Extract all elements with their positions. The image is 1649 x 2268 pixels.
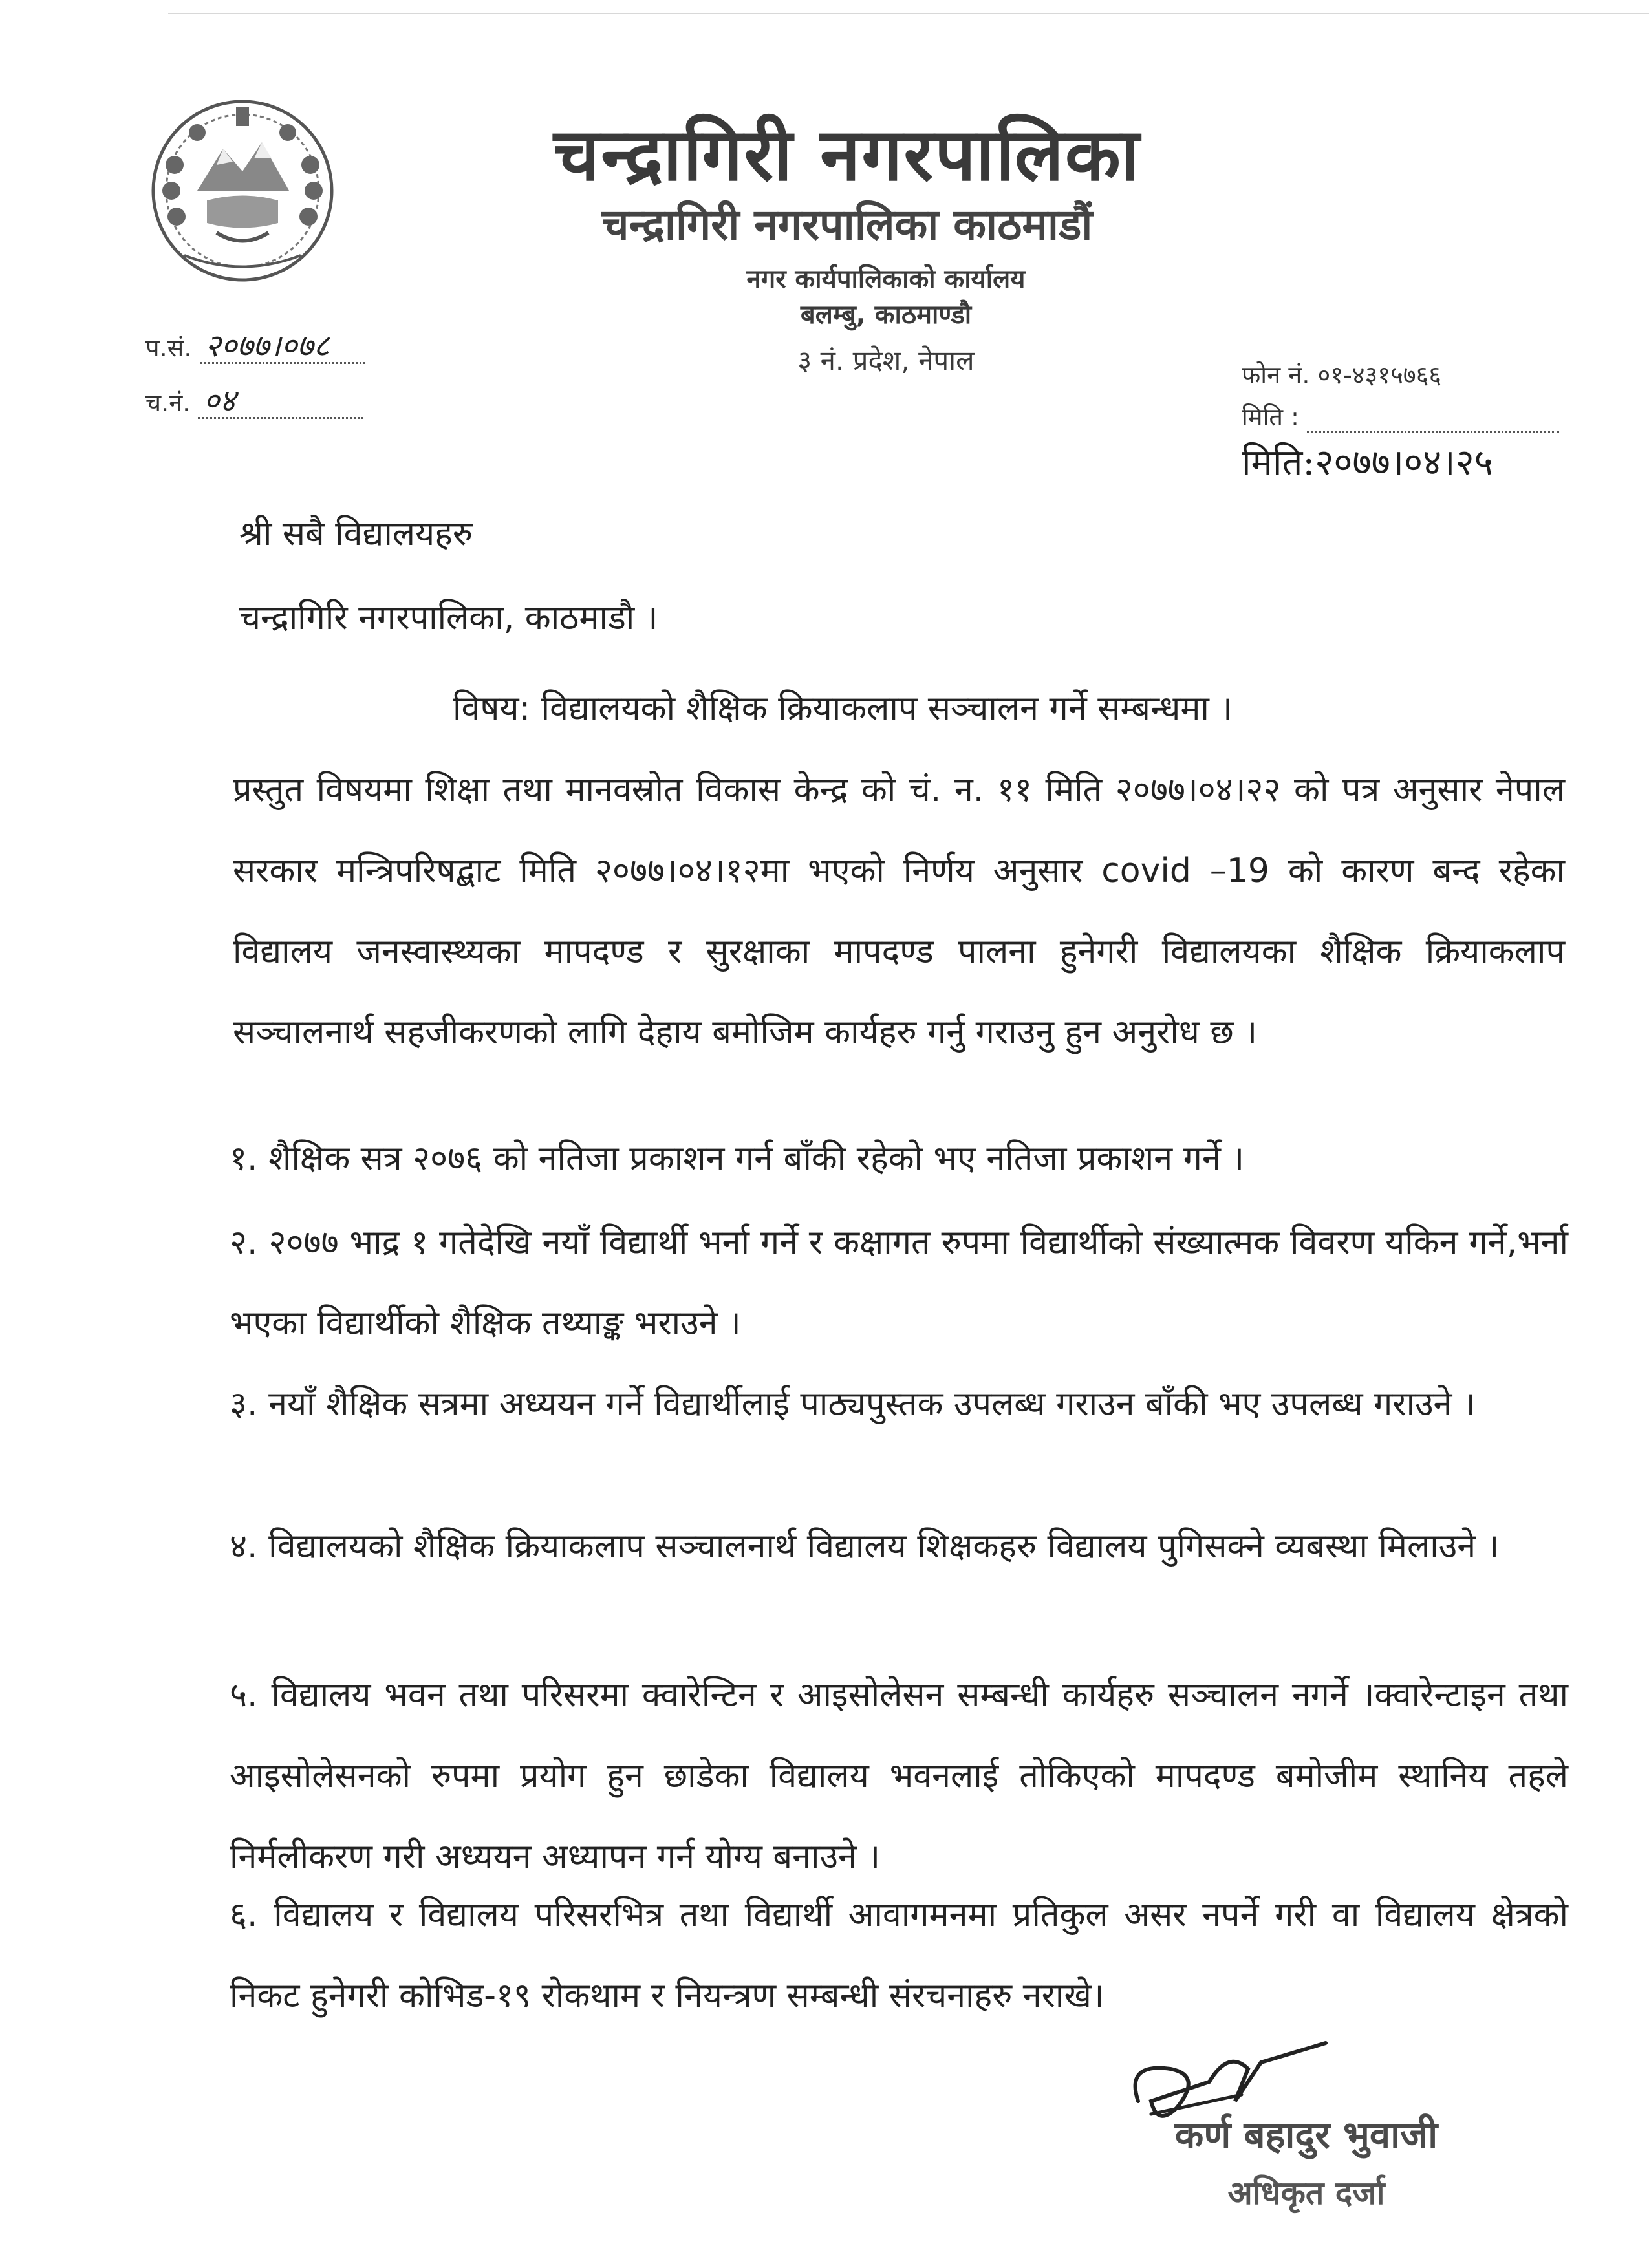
date-blank-line — [1307, 431, 1559, 433]
list-item: ६. विद्यालय र विद्यालय परिसरभित्र तथा विद्यार्थी आवागमनमा प्रतिकुल असर नपर्ने गरी वा विद्यालय क्षेत्रको निकट हुनेगरी कोभिड-१९ रोकथाम र नियन्त्रण सम्बन्धी संरचनाहरु नराखे। — [230, 1896, 1568, 2015]
municipality-emblem — [146, 94, 339, 288]
reference-value: २०७७।०७८ — [200, 330, 365, 364]
signatory-name: कर्ण बहादुर भुवाजी — [1174, 2113, 1438, 2157]
signatory-title: अधिकृत दर्जा — [1227, 2174, 1385, 2212]
list-item: ४. विद्यालयको शैक्षिक क्रियाकलाप सञ्चालनार्थ विद्यालय शिक्षकहरु विद्यालय पुगिसक्ने व्यबस्था मिलाउने । — [230, 1527, 1500, 1566]
list-item: ३. नयाँ शैक्षिक सत्रमा अध्ययन गर्ने विद्यार्थीलाई पाठ्यपुस्तक उपलब्ध गराउन बाँकी भए उपलब्ध गराउने । — [230, 1385, 1476, 1424]
handwritten-date: मिति:२०७७।०४।२५ — [1242, 442, 1493, 484]
phone-number: फोन नं. ०१-४३१५७६६ — [1242, 361, 1442, 389]
province-line: ३ नं. प्रदेश, नेपाल — [797, 345, 975, 376]
dispatch-value: ०४ — [198, 385, 363, 419]
reference-label: प.सं. — [146, 334, 192, 362]
office-name: नगर कार्यपालिकाको कार्यालय — [746, 264, 1026, 294]
date-label: मिति : — [1242, 403, 1299, 431]
recipient-line-1: श्री सबै विद्यालयहरु — [239, 515, 473, 553]
list-item: २. २०७७ भाद्र १ गतेदेखि नयाँ विद्यार्थी भर्ना गर्ने र कक्षागत रुपमा विद्यार्थीको संख्यात्मक विवरण यकिन गर्ने,भर्ना भएका विद्यार्थीको शैक्षिक तथ्याङ्क भराउने । — [230, 1223, 1568, 1343]
dispatch-number-row — [146, 385, 363, 419]
office-address: बलम्बु, काठमाण्डौ — [800, 300, 972, 330]
list-item: ५. विद्यालय भवन तथा परिसरमा क्वारेन्टिन र आइसोलेसन सम्बन्धी कार्यहरु सञ्चालन नगर्ने ।क्वारेन्टाइन तथा आइसोलेसनको रुपमा प्रयोग हुन छाडेका विद्यालय भवनलाई तोकिएको मापदण्ड बमोजीम स्थानिय तहले निर्मलीकरण गरी अध्ययन अध्यापन गर्न योग्य बनाउने । — [230, 1676, 1568, 1876]
subject-line: विषय: विद्यालयको शैक्षिक क्रियाकलाप सञ्चालन गर्ने सम्बन्धमा । — [453, 689, 1233, 728]
municipality-name: चन्द्रागिरी नगरपालिका — [554, 113, 1141, 197]
dispatch-label: च.नं. — [146, 389, 191, 417]
list-item: १. शैक्षिक सत्र २०७६ को नतिजा प्रकाशन गर्न बाँकी रहेको भए नतिजा प्रकाशन गर्ने । — [230, 1139, 1245, 1178]
intro-paragraph: प्रस्तुत विषयमा शिक्षा तथा मानवस्रोत विकास केन्द्र को चं. न. ११ मिति २०७७।०४।२२ को पत्र अनुसार नेपाल सरकार मन्त्रिपरिषद्बाट मिति २०७७।०४।१२मा भएको निर्णय अनुसार covid –19 को कारण बन्द रहेका विद्यालय जनस्वास्थ्यका मापदण्ड र सुरक्षाका मापदण्ड पालना हुनेगरी विद्यालयका शैक्षिक क्रियाकलाप सञ्चालनार्थ सहजीकरणको लागि देहाय बमोजिम कार्यहरु गर्नु गराउनु हुन अनुरोध छ । — [233, 771, 1565, 1052]
scan-edge-line — [168, 13, 1649, 14]
date-field-row — [1242, 401, 1559, 433]
municipality-subtitle: चन्द्रागिरी नगरपालिका काठमाडौं — [601, 200, 1093, 250]
recipient-line-2: चन्द्रागिरि नगरपालिका, काठमाडौ । — [239, 599, 658, 637]
reference-number-row — [146, 330, 365, 364]
